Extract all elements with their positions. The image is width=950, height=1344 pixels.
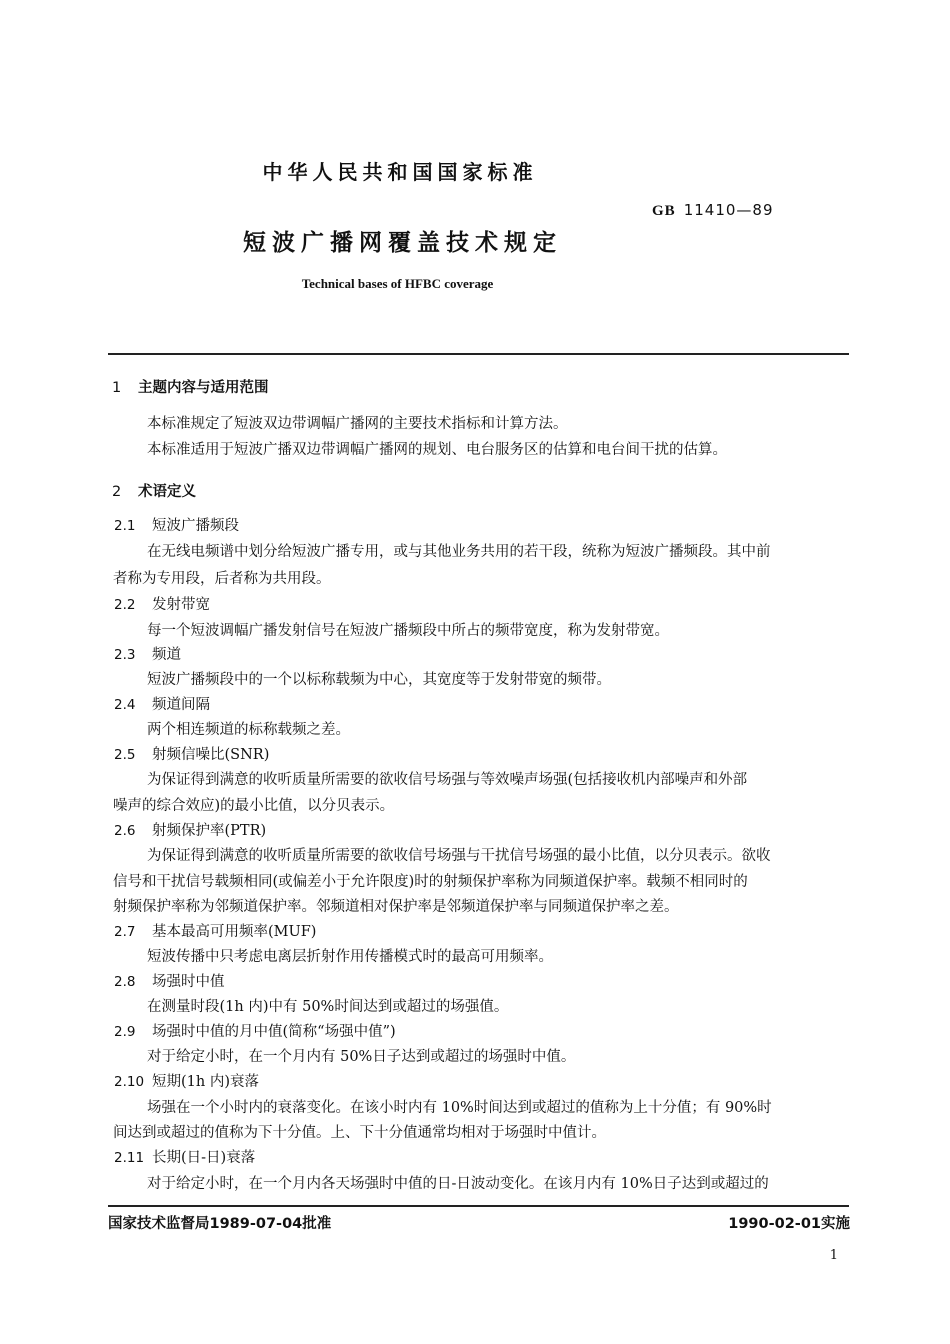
section-number: 1 xyxy=(112,380,122,396)
section-heading-2 xyxy=(112,483,196,501)
term-definition: 者称为专用段，后者称为共用段。 xyxy=(113,571,331,587)
term-heading-2-7 xyxy=(114,923,316,941)
term-number: 2.8 xyxy=(114,974,136,990)
term-title: 频道间隔 xyxy=(152,697,210,713)
standard-code-number: 11410—89 xyxy=(683,201,774,219)
term-definition: 为保证得到满意的收听质量所需要的欲收信号场强与等效噪声场强(包括接收机内部噪声和外部 xyxy=(147,772,748,788)
term-number: 2.6 xyxy=(114,823,136,839)
term-title: 短期(1h 内)衰落 xyxy=(152,1074,259,1090)
paragraph: 本标准规定了短波双边带调幅广播网的主要技术指标和计算方法。 xyxy=(147,416,568,432)
term-heading-2-1 xyxy=(114,517,239,535)
term-number: 2.3 xyxy=(114,647,136,663)
term-definition: 间达到或超过的值称为下十分值。上、下十分值通常均相对于场强时中值计。 xyxy=(113,1125,606,1141)
standard-title: 中华人民共和国国家标准 xyxy=(262,160,538,184)
section-title: 术语定义 xyxy=(138,484,196,500)
paragraph: 本标准适用于短波广播双边带调幅广播网的规划、电台服务区的估算和电台间干扰的估算。 xyxy=(147,442,727,458)
term-title: 射频保护率(PTR) xyxy=(152,823,267,839)
term-definition: 在测量时段(1h 内)中有 50%时间达到或超过的场强值。 xyxy=(147,999,509,1015)
footer-divider xyxy=(108,1205,849,1207)
term-definition: 两个相连频道的标称载频之差。 xyxy=(147,722,350,738)
term-heading-2-10 xyxy=(114,1073,259,1091)
term-heading-2-8 xyxy=(114,973,225,991)
term-heading-2-3 xyxy=(114,646,181,664)
term-number: 2.11 xyxy=(114,1150,145,1166)
term-number: 2.1 xyxy=(114,518,136,534)
term-definition: 在无线电频谱中划分给短波广播专用，或与其他业务共用的若干段，统称为短波广播频段。其中前 xyxy=(147,544,771,560)
term-title: 基本最高可用频率(MUF) xyxy=(152,924,317,940)
approval-date: 国家技术监督局1989-07-04批准 xyxy=(108,1216,332,1232)
term-definition: 射频保护率称为邻频道保护率。邻频道相对保护率是邻频道保护率与同频道保护率之差。 xyxy=(113,899,679,915)
header-divider xyxy=(108,353,849,355)
term-number: 2.5 xyxy=(114,747,136,763)
term-definition: 场强在一个小时内的衰落变化。在该小时内有 10%时间达到或超过的值称为上十分值；有 90%时 xyxy=(147,1100,772,1116)
term-title: 场强时中值的月中值(简称“场强中值”) xyxy=(152,1024,396,1040)
term-definition: 为保证得到满意的收听质量所需要的欲收信号场强与干扰信号场强的最小比值，以分贝表示。欲收 xyxy=(147,848,771,864)
term-heading-2-5 xyxy=(114,746,269,764)
term-title: 短波广播频段 xyxy=(152,518,239,534)
term-definition: 对于给定小时，在一个月内各天场强时中值的日-日波动变化。在该月内有 10%日子达到或超过的 xyxy=(147,1176,769,1192)
section-number: 2 xyxy=(112,484,122,500)
page-number: 1 xyxy=(829,1248,838,1263)
term-number: 2.2 xyxy=(114,597,136,613)
term-number: 2.9 xyxy=(114,1024,136,1040)
standard-code xyxy=(652,201,774,220)
term-number: 2.7 xyxy=(114,924,136,940)
term-number: 2.10 xyxy=(114,1074,145,1090)
term-number: 2.4 xyxy=(114,697,136,713)
term-title: 射频信噪比(SNR) xyxy=(152,747,270,763)
term-title: 频道 xyxy=(152,647,181,663)
term-title: 发射带宽 xyxy=(152,597,210,613)
term-definition: 噪声的综合效应)的最小比值，以分贝表示。 xyxy=(113,798,395,814)
term-definition: 短波传播中只考虑电离层折射作用传播模式时的最高可用频率。 xyxy=(147,949,553,965)
section-heading-1 xyxy=(112,379,269,397)
term-heading-2-2 xyxy=(114,596,210,614)
term-definition: 信号和干扰信号载频相同(或偏差小于允许限度)时的射频保护率称为同频道保护率。载频不相同时的 xyxy=(113,874,748,890)
term-title: 长期(日-日)衰落 xyxy=(152,1150,256,1166)
term-definition: 短波广播频段中的一个以标称载频为中心，其宽度等于发射带宽的频带。 xyxy=(147,672,611,688)
english-title: Technical bases of HFBC coverage xyxy=(301,276,494,291)
term-heading-2-4 xyxy=(114,696,210,714)
term-heading-2-11 xyxy=(114,1149,255,1167)
document-title: 短波广播网覆盖技术规定 xyxy=(243,230,562,256)
term-definition: 对于给定小时，在一个月内有 50%日子达到或超过的场强时中值。 xyxy=(147,1049,576,1065)
standard-code-prefix: GB xyxy=(652,203,676,219)
term-heading-2-6 xyxy=(114,822,266,840)
term-definition: 每一个短波调幅广播发射信号在短波广播频段中所占的频带宽度，称为发射带宽。 xyxy=(147,623,669,639)
effective-date: 1990-02-01实施 xyxy=(728,1216,850,1232)
term-title: 场强时中值 xyxy=(152,974,225,990)
section-title: 主题内容与适用范围 xyxy=(138,380,269,396)
term-heading-2-9 xyxy=(114,1023,396,1041)
